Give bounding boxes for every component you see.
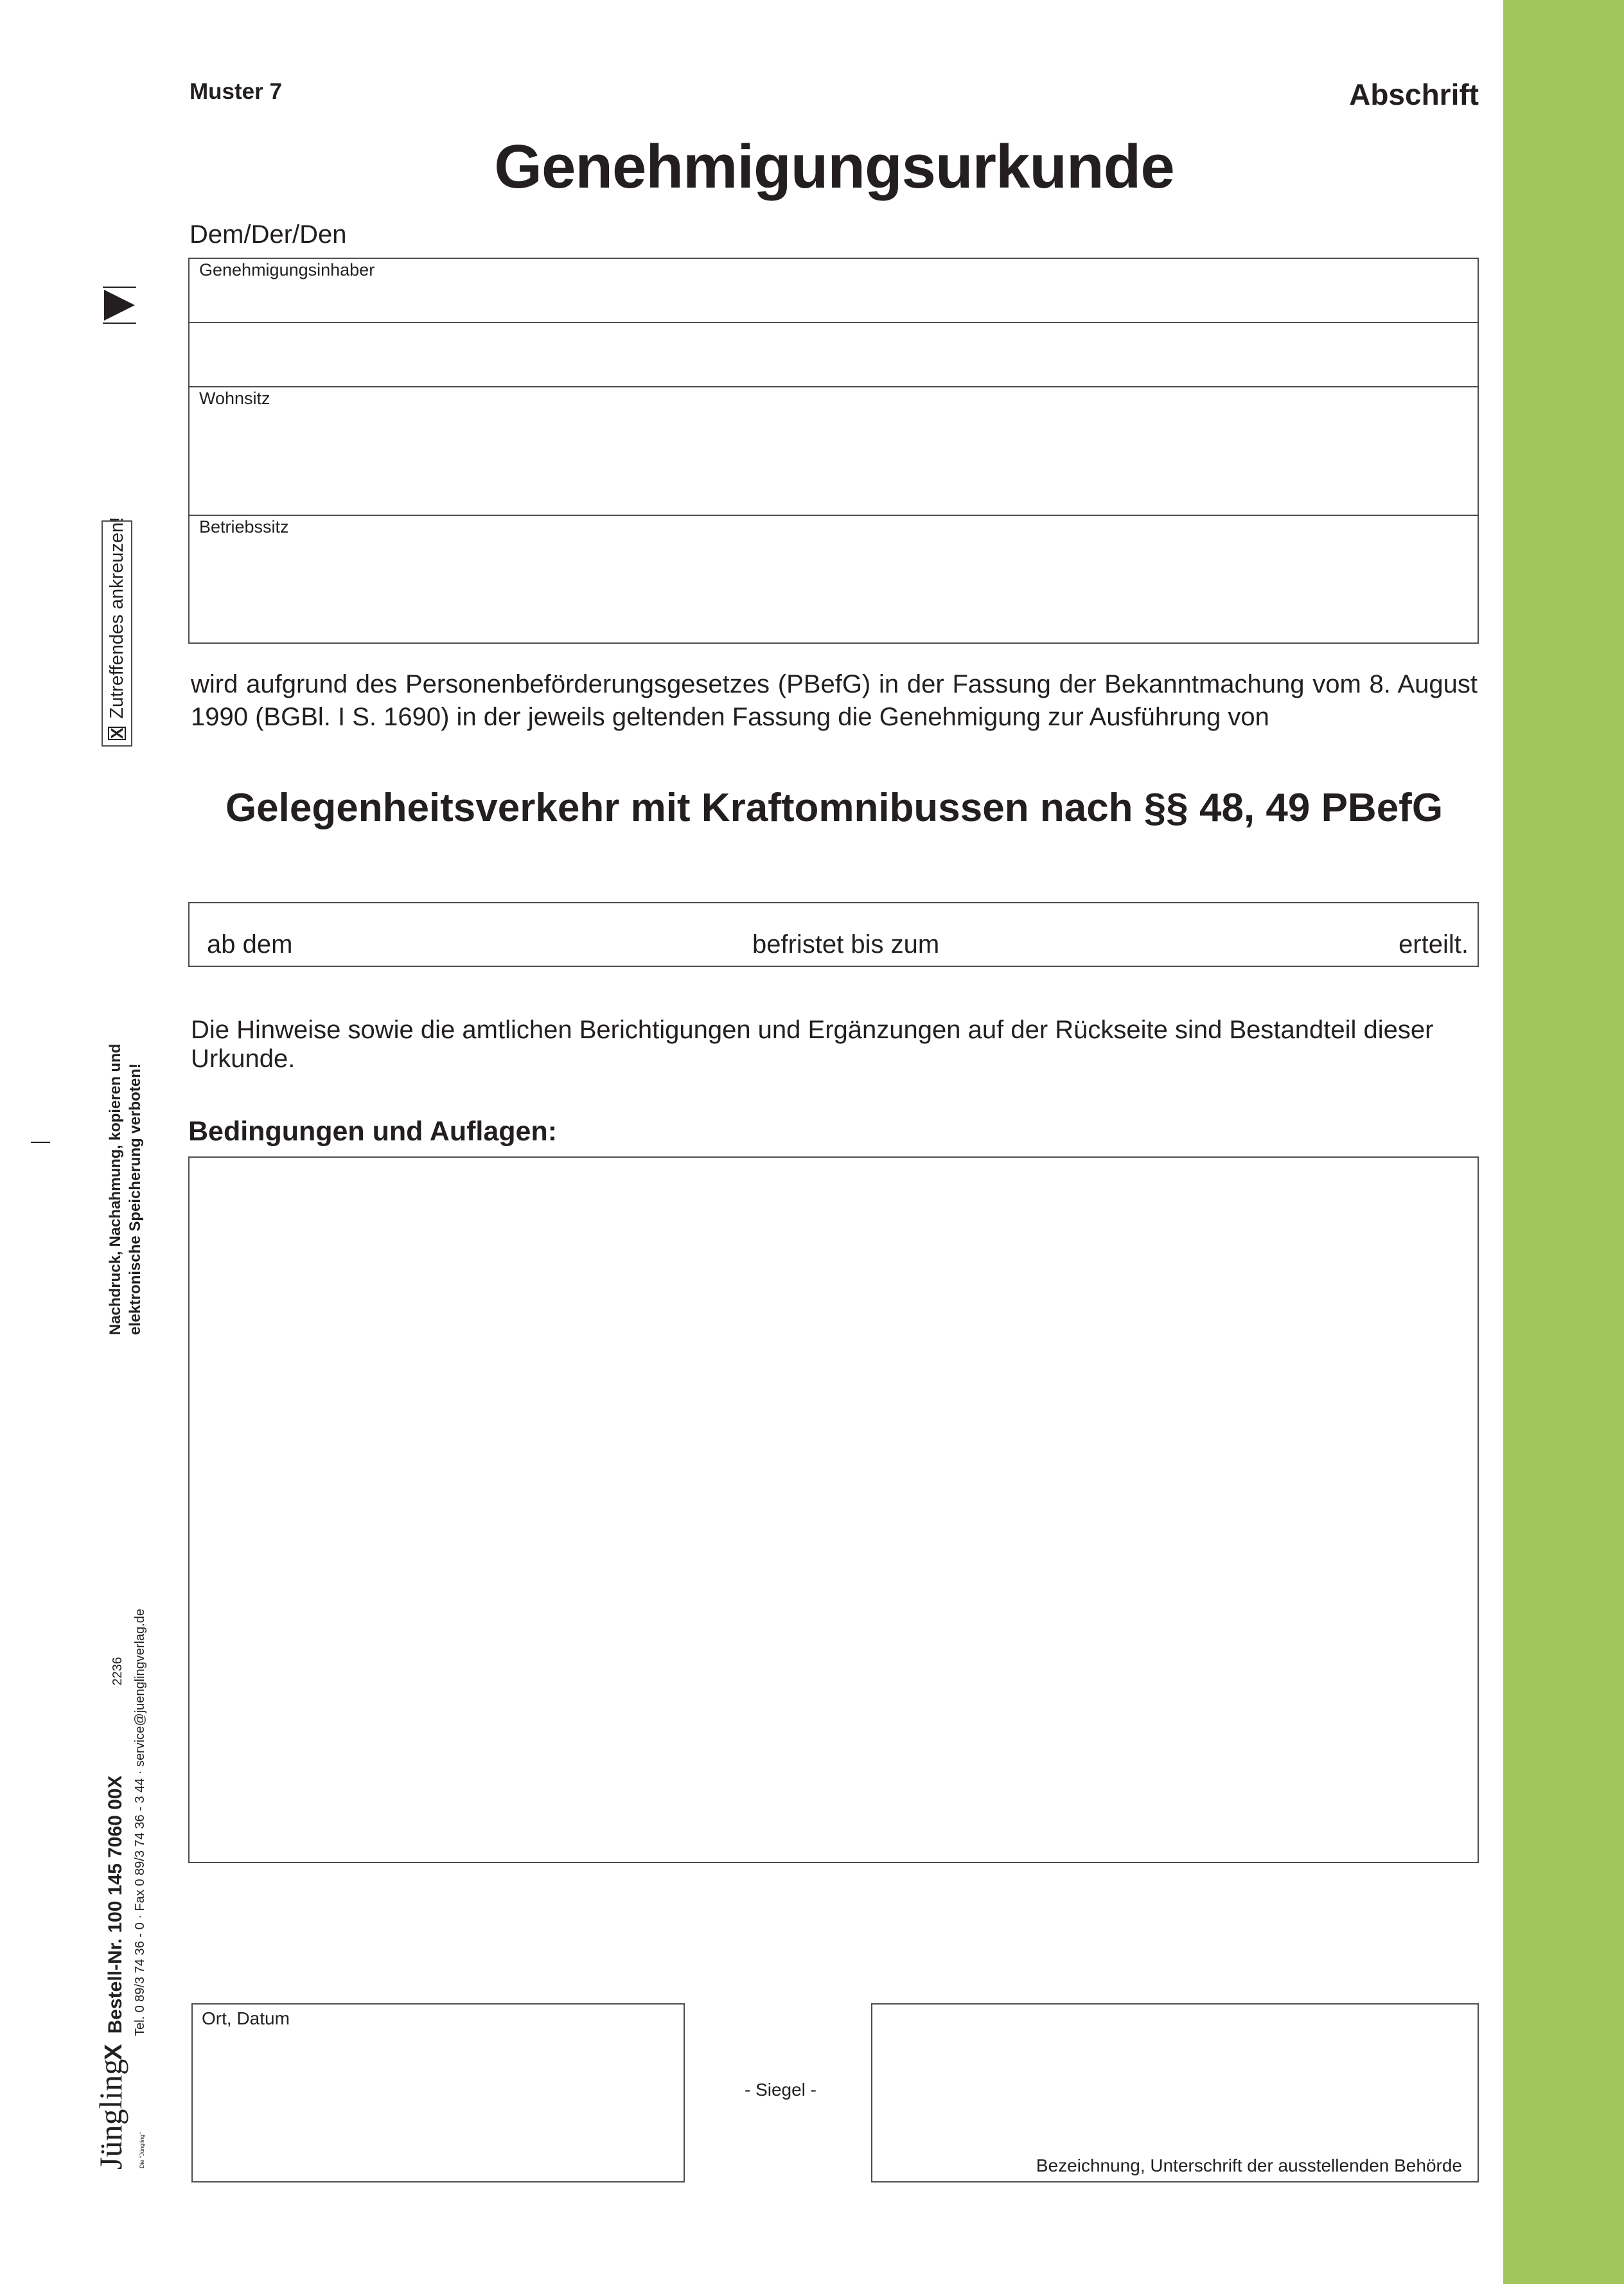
check-hint-text: Zutreffendes ankreuzen!	[106, 517, 127, 719]
seal-label: - Siegel -	[744, 2080, 817, 2100]
date-from-label: ab dem	[207, 930, 293, 959]
granted-label: erteilt.	[1399, 930, 1469, 959]
check-hint-box	[102, 517, 132, 747]
document-title: Genehmigungsurkunde	[494, 132, 1174, 201]
publisher-logo-text: Jüngling	[93, 2058, 128, 2170]
business-seat-label: Betriebssitz	[199, 517, 289, 536]
copyright-notice	[105, 1043, 157, 1335]
copy-label: Abschrift	[1349, 78, 1479, 111]
authority-signature-label: Bezeichnung, Unterschrift der ausstellenden Behörde	[1036, 2156, 1462, 2175]
business-seat-field[interactable]	[190, 516, 1478, 642]
holder-fields-box	[188, 258, 1479, 644]
recipient-prefix: Dem/Der/Den	[190, 220, 347, 249]
green-side-strip	[1503, 0, 1624, 2284]
publisher-logo-mark: X	[100, 2044, 127, 2060]
holder-name-label: Genehmigungsinhaber	[199, 260, 375, 279]
copyright-line-2: elektronische Speicherung verboten!	[127, 1063, 145, 1335]
form-number: Muster 7	[190, 79, 282, 104]
validity-box	[188, 902, 1479, 967]
place-date-label: Ort, Datum	[202, 2008, 290, 2028]
residence-field[interactable]	[190, 387, 1478, 516]
publisher-tagline: Die "Jüngling"	[139, 2132, 145, 2168]
conditions-box[interactable]	[188, 1156, 1479, 1863]
publisher-contact: Tel. 0 89/3 74 36 - 0 · Fax 0 89/3 74 36 - 3 44 · service@juenglingverlag.de	[133, 1608, 147, 2037]
publisher-logo	[92, 2044, 129, 2170]
notes-text: Die Hinweise sowie die amtlichen Berichtigungen und Ergänzungen auf der Rückseite sind Bestandteil dieser Urkunde.	[191, 1016, 1434, 1073]
legal-basis-paragraph: wird aufgrund des Personenbeförderungsgesetzes (PBefG) in der Fassung der Bekanntmachung vom 8. August 1990 (BGBl. I S. 1690) in der jeweils geltenden Fassung die Genehmigung zur Ausführung von	[191, 670, 1478, 731]
copyright-line-1: Nachdruck, Nachahmung, kopieren und	[107, 1043, 124, 1335]
date-until-label: befristet bis zum	[752, 930, 940, 959]
holder-name-field[interactable]	[190, 259, 1478, 323]
publisher-footer	[92, 1608, 159, 2170]
holder-name-field-2[interactable]	[190, 323, 1478, 387]
place-date-field[interactable]	[191, 2003, 685, 2182]
form-code: 2236	[110, 1656, 125, 1686]
permit-subject: Gelegenheitsverkehr mit Kraftomnibussen nach §§ 48, 49 PBefG	[225, 786, 1443, 830]
conditions-heading: Bedingungen und Auflagen:	[188, 1116, 558, 1147]
order-number: Bestell-Nr. 100 145 7060 00X	[105, 1775, 126, 2034]
authority-signature-field[interactable]	[871, 2003, 1479, 2182]
residence-label: Wohnsitz	[199, 389, 270, 408]
checkbox-example-icon: X	[107, 727, 127, 739]
fold-mark	[31, 1142, 50, 1143]
arrow-marker-icon	[103, 286, 136, 328]
